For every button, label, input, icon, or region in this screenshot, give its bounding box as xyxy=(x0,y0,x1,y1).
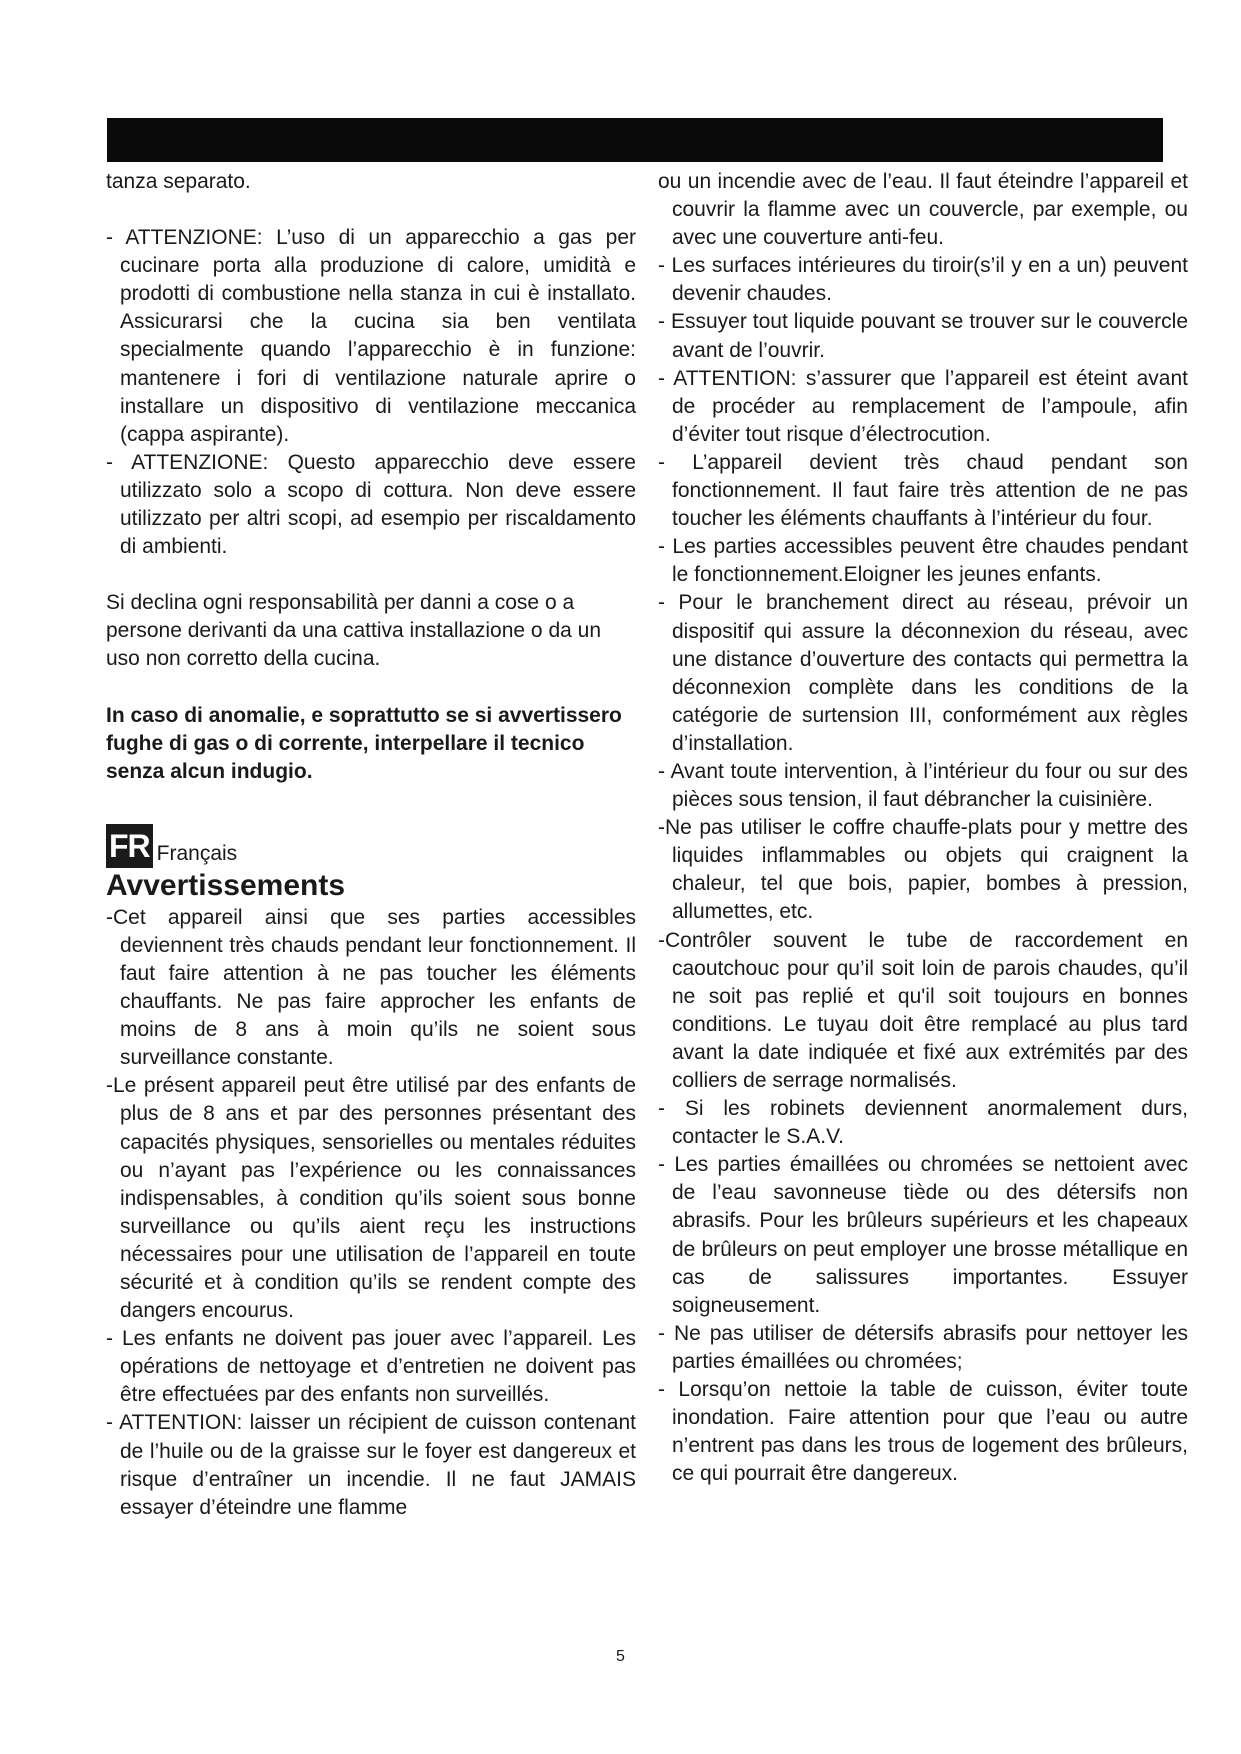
fr-warning: - Lorsqu’on nettoie la table de cuisson, éviter toute inondation. Faire attention pour que l’eau ou autre n’entrent pas dans les trous de logement des brûleurs, ce qui pourrait être dangereux. xyxy=(658,1378,1188,1486)
fr-warning: -Le présent appareil peut être utilisé par des enfants de plus de 8 ans et par des personnes présentant des capacités physiques, sensorielles ou mentales réduites ou n’ayant pas l’expérience ou les connaissances indispensables, à condition qu’ils soient sous bonne surveillance ou qu’ils aient reçu les instructions nécessaires pour une utilisation de l’appareil en toute sécurité et à condition qu’ils se rendent compte des dangers encourus. xyxy=(106,1074,636,1323)
fr-warning: - Ne pas utiliser de détersifs abrasifs pour nettoyer les parties émaillées ou chromées; xyxy=(658,1321,1188,1373)
fr-warning: - Pour le branchement direct au réseau, prévoir un dispositif qui assure la déconnexion du réseau, avec une distance d’ouverture des contacts qui permettra la déconnexion complète dans les conditions de la catégorie de surtension III, conformément aux règles d’installation. xyxy=(658,591,1188,755)
fr-warning: - Essuyer tout liquide pouvant se trouver sur le couvercle avant de l’ouvrir. xyxy=(658,310,1188,362)
fr-warning: - Les surfaces intérieures du tiroir(s’il y en a un) peuvent devenir chaudes. xyxy=(658,254,1188,306)
spacer xyxy=(106,561,636,589)
language-badge: FR xyxy=(106,824,153,868)
disclaimer: Si declina ogni responsabilità per danni a cose o a persone derivanti da una cattiva installazione o da un uso non corretto della cucina. xyxy=(106,591,601,671)
fr-warning: -Cet appareil ainsi que ses parties accessibles deviennent très chauds pendant leur fonctionnement. Il faut faire attention à ne pas toucher les éléments chauffants. Ne pas faire approcher les enfants de moins de 8 ans à moin qu’ils ne soient sous surveillance constante. xyxy=(106,905,636,1070)
fr-warning: - ATTENTION: laisser un récipient de cuisson contenant de l’huile ou de la graisse sur le foyer est dangereux et risque d’entraîner un incendie. Il ne faut JAMAIS essayer d’éteindre une flamme xyxy=(106,1411,636,1519)
intro-continuation: tanza separato. xyxy=(106,170,251,193)
fr-warning: - Si les robinets deviennent anormalement durs, contacter le S.A.V. xyxy=(658,1097,1188,1149)
it-warning: - ATTENZIONE: L’uso di un apparecchio a gas per cucinare porta alla produzione di calore, umidità e prodotti di combustione nella stanza in cui è installato. Assicurarsi che la cucina sia ben ventilata specialmente quando l’apparecchio è in funzione: mantenere i fori di ventilazione naturale aprire o installare un dispositivo di ventilazione meccanica (cappa aspirante). xyxy=(106,226,636,446)
fr-warning: - Avant toute intervention, à l’intérieur du four ou sur des pièces sous tension, il faut débrancher la cuisinière. xyxy=(658,759,1188,812)
right-column xyxy=(658,168,1188,1488)
continuation: ou un incendie avec de l’eau. Il faut éteindre l’appareil et couvrir la flamme avec un couvercle, par exemple, ou avec une couverture anti-feu. xyxy=(658,170,1188,250)
fr-warning: - Les enfants ne doivent pas jouer avec l’appareil. Les opérations de nettoyage et d’entretien ne doivent pas être effectuées par des enfants non surveillés. xyxy=(106,1327,636,1407)
spacer xyxy=(106,196,636,224)
spacer xyxy=(106,786,636,814)
header-bar xyxy=(107,118,1163,162)
it-warning: - ATTENZIONE: Questo apparecchio deve essere utilizzato solo a scopo di cottura. Non deve essere utilizzato per altri scopi, ad esempio per riscaldamento di ambienti. xyxy=(106,450,636,559)
spacer xyxy=(106,674,636,702)
fr-warning: -Ne pas utiliser le coffre chauffe-plats pour y mettre des liquides inflammables ou objets qui craignent la chaleur, tel que bois, papier, bombes à pression, allumettes, etc. xyxy=(658,816,1188,924)
fr-warning: - Les parties émaillées ou chromées se nettoient avec de l’eau savonneuse tiède ou des détersifs non abrasifs. Pour les brûleurs supérieurs et les chapeaux de brûleurs on peut employer une brosse métallique en cas de salissures importantes. Essuyer soigneusement. xyxy=(658,1153,1188,1317)
fr-warning: - L’appareil devient très chaud pendant son fonctionnement. Il faut faire très attention de ne pas toucher les éléments chauffants à l’intérieur du four. xyxy=(658,450,1188,531)
left-column xyxy=(106,168,636,1522)
fr-warning: -Contrôler souvent le tube de raccordement en caoutchouc pour qu’il soit loin de parois chaudes, qu’il ne soit pas replié et qu'il soit toujours en bonnes conditions. Le tuyau doit être remplacé au plus tard avant la date indiquée et fixé aux extrémités par des colliers de serrage normalisés. xyxy=(658,928,1188,1092)
fr-warning: - ATTENTION: s’assurer que l’appareil est éteint avant de procéder au remplacement de l’ampoule, afin d’éviter tout risque d’électrocution. xyxy=(658,366,1188,446)
language-header xyxy=(106,818,636,868)
bold-notice: In caso di anomalie, e soprattutto se si avvertissero fughe di gas o di corrente, interpellare il tecnico senza alcun indugio. xyxy=(106,703,622,783)
section-title: Avvertissements xyxy=(106,868,346,902)
fr-warning: - Les parties accessibles peuvent être chaudes pendant le fonctionnement.Eloigner les jeunes enfants. xyxy=(658,535,1188,587)
page-number: 5 xyxy=(616,1648,625,1665)
language-name: Français xyxy=(156,841,238,865)
